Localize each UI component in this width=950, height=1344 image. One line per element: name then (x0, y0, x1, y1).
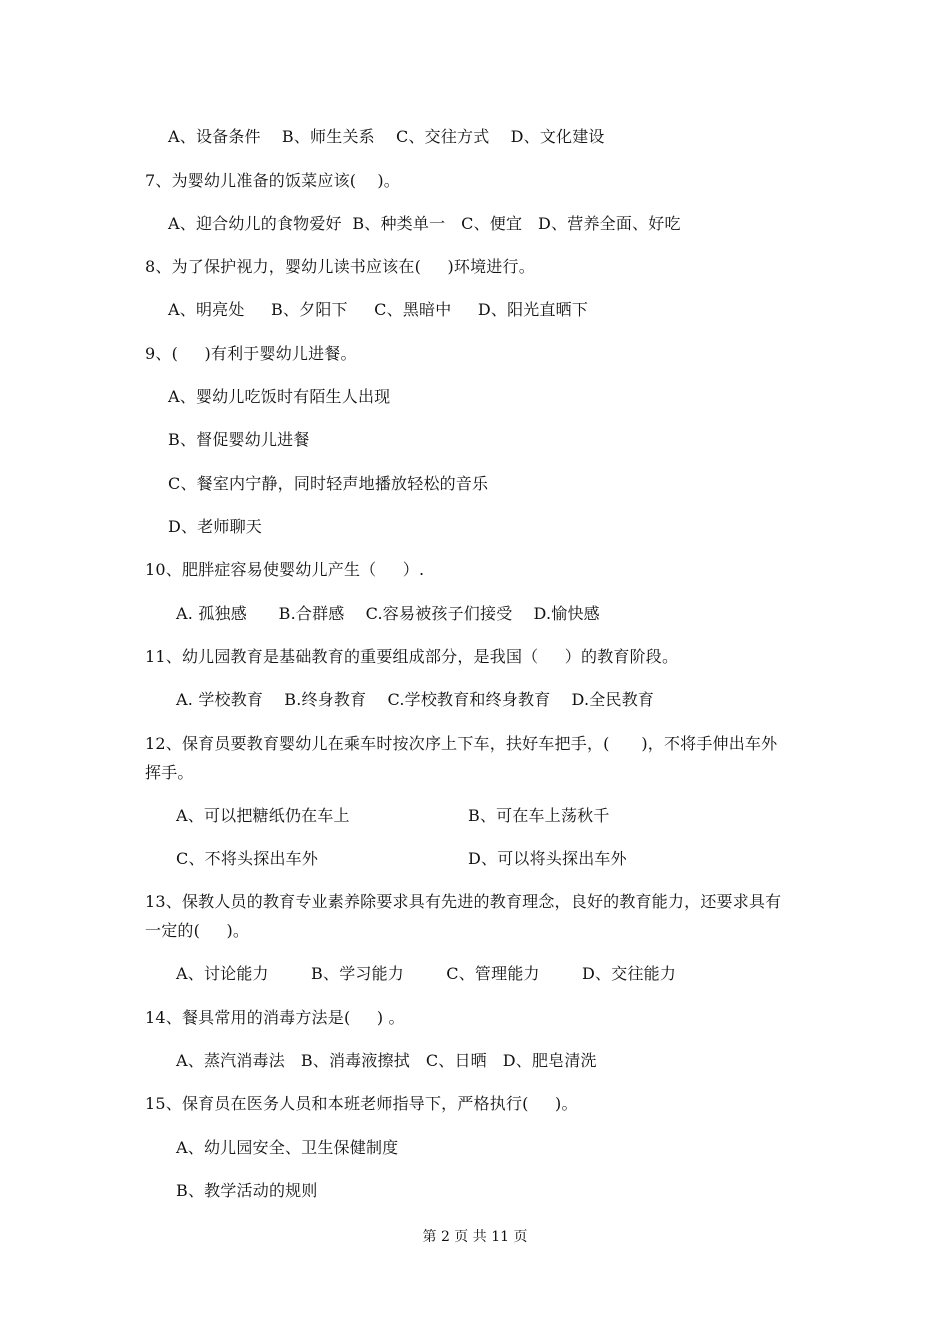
question-15: 15、保育员在医务人员和本班老师指导下，严格执行( )。 (145, 1094, 578, 1113)
q7-options: A、迎合幼儿的食物爱好 B、种类单一 C、便宜 D、营养全面、好吃 (168, 214, 681, 233)
q13-options: A、讨论能力 B、学习能力 C、管理能力 D、交往能力 (176, 964, 677, 983)
q9-option-c: C、餐室内宁静，同时轻声地播放轻松的音乐 (168, 474, 489, 493)
question-7: 7、为婴幼儿准备的饭菜应该( )。 (145, 171, 401, 190)
question-10: 10、肥胖症容易使婴幼儿产生（ ）. (145, 560, 425, 579)
q11-options: A. 学校教育 B.终身教育 C.学校教育和终身教育 D.全民教育 (176, 690, 655, 709)
q12-option-a: A、可以把糖纸仍在车上 (176, 806, 350, 825)
page-number-footer: 第 2 页 共 11 页 (422, 1229, 528, 1245)
q15-option-a: A、幼儿园安全、卫生保健制度 (176, 1138, 399, 1157)
question-9: 9、( )有利于婴幼儿进餐。 (145, 344, 357, 363)
q12-option-d: D、可以将头探出车外 (468, 849, 627, 868)
question-14: 14、餐具常用的消毒方法是( ) 。 (145, 1008, 405, 1027)
q9-option-b: B、督促婴幼儿进餐 (168, 430, 310, 449)
question-11: 11、幼儿园教育是基础教育的重要组成部分，是我国（ ）的教育阶段。 (145, 647, 679, 666)
q8-options: A、明亮处 B、夕阳下 C、黑暗中 D、阳光直晒下 (168, 300, 589, 319)
q14-options: A、蒸汽消毒法 B、消毒液擦拭 C、日晒 D、肥皂清洗 (176, 1051, 597, 1070)
question-12-line-2: 挥手。 (145, 763, 194, 782)
q15-option-b: B、教学活动的规则 (176, 1181, 318, 1200)
q10-options: A. 孤独感 B.合群感 C.容易被孩子们接受 D.愉快感 (176, 604, 600, 623)
q12-option-b: B、可在车上荡秋千 (468, 806, 610, 825)
q9-option-a: A、婴幼儿吃饭时有陌生人出现 (168, 387, 391, 406)
q12-option-c: C、不将头探出车外 (176, 849, 319, 868)
question-12-line-1: 12、保育员要教育婴幼儿在乘车时按次序上下车，扶好车把手，( )，不将手伸出车外 (145, 734, 778, 753)
q6-options: A、设备条件 B、师生关系 C、交往方式 D、文化建设 (168, 127, 605, 146)
question-8: 8、为了保护视力，婴幼儿读书应该在( )环境进行。 (145, 257, 535, 276)
q9-option-d: D、老师聊天 (168, 517, 263, 536)
question-13-line-1: 13、保教人员的教育专业素养除要求具有先进的教育理念，良好的教育能力，还要求具有 (145, 892, 782, 911)
question-13-line-2: 一定的( )。 (145, 921, 250, 940)
